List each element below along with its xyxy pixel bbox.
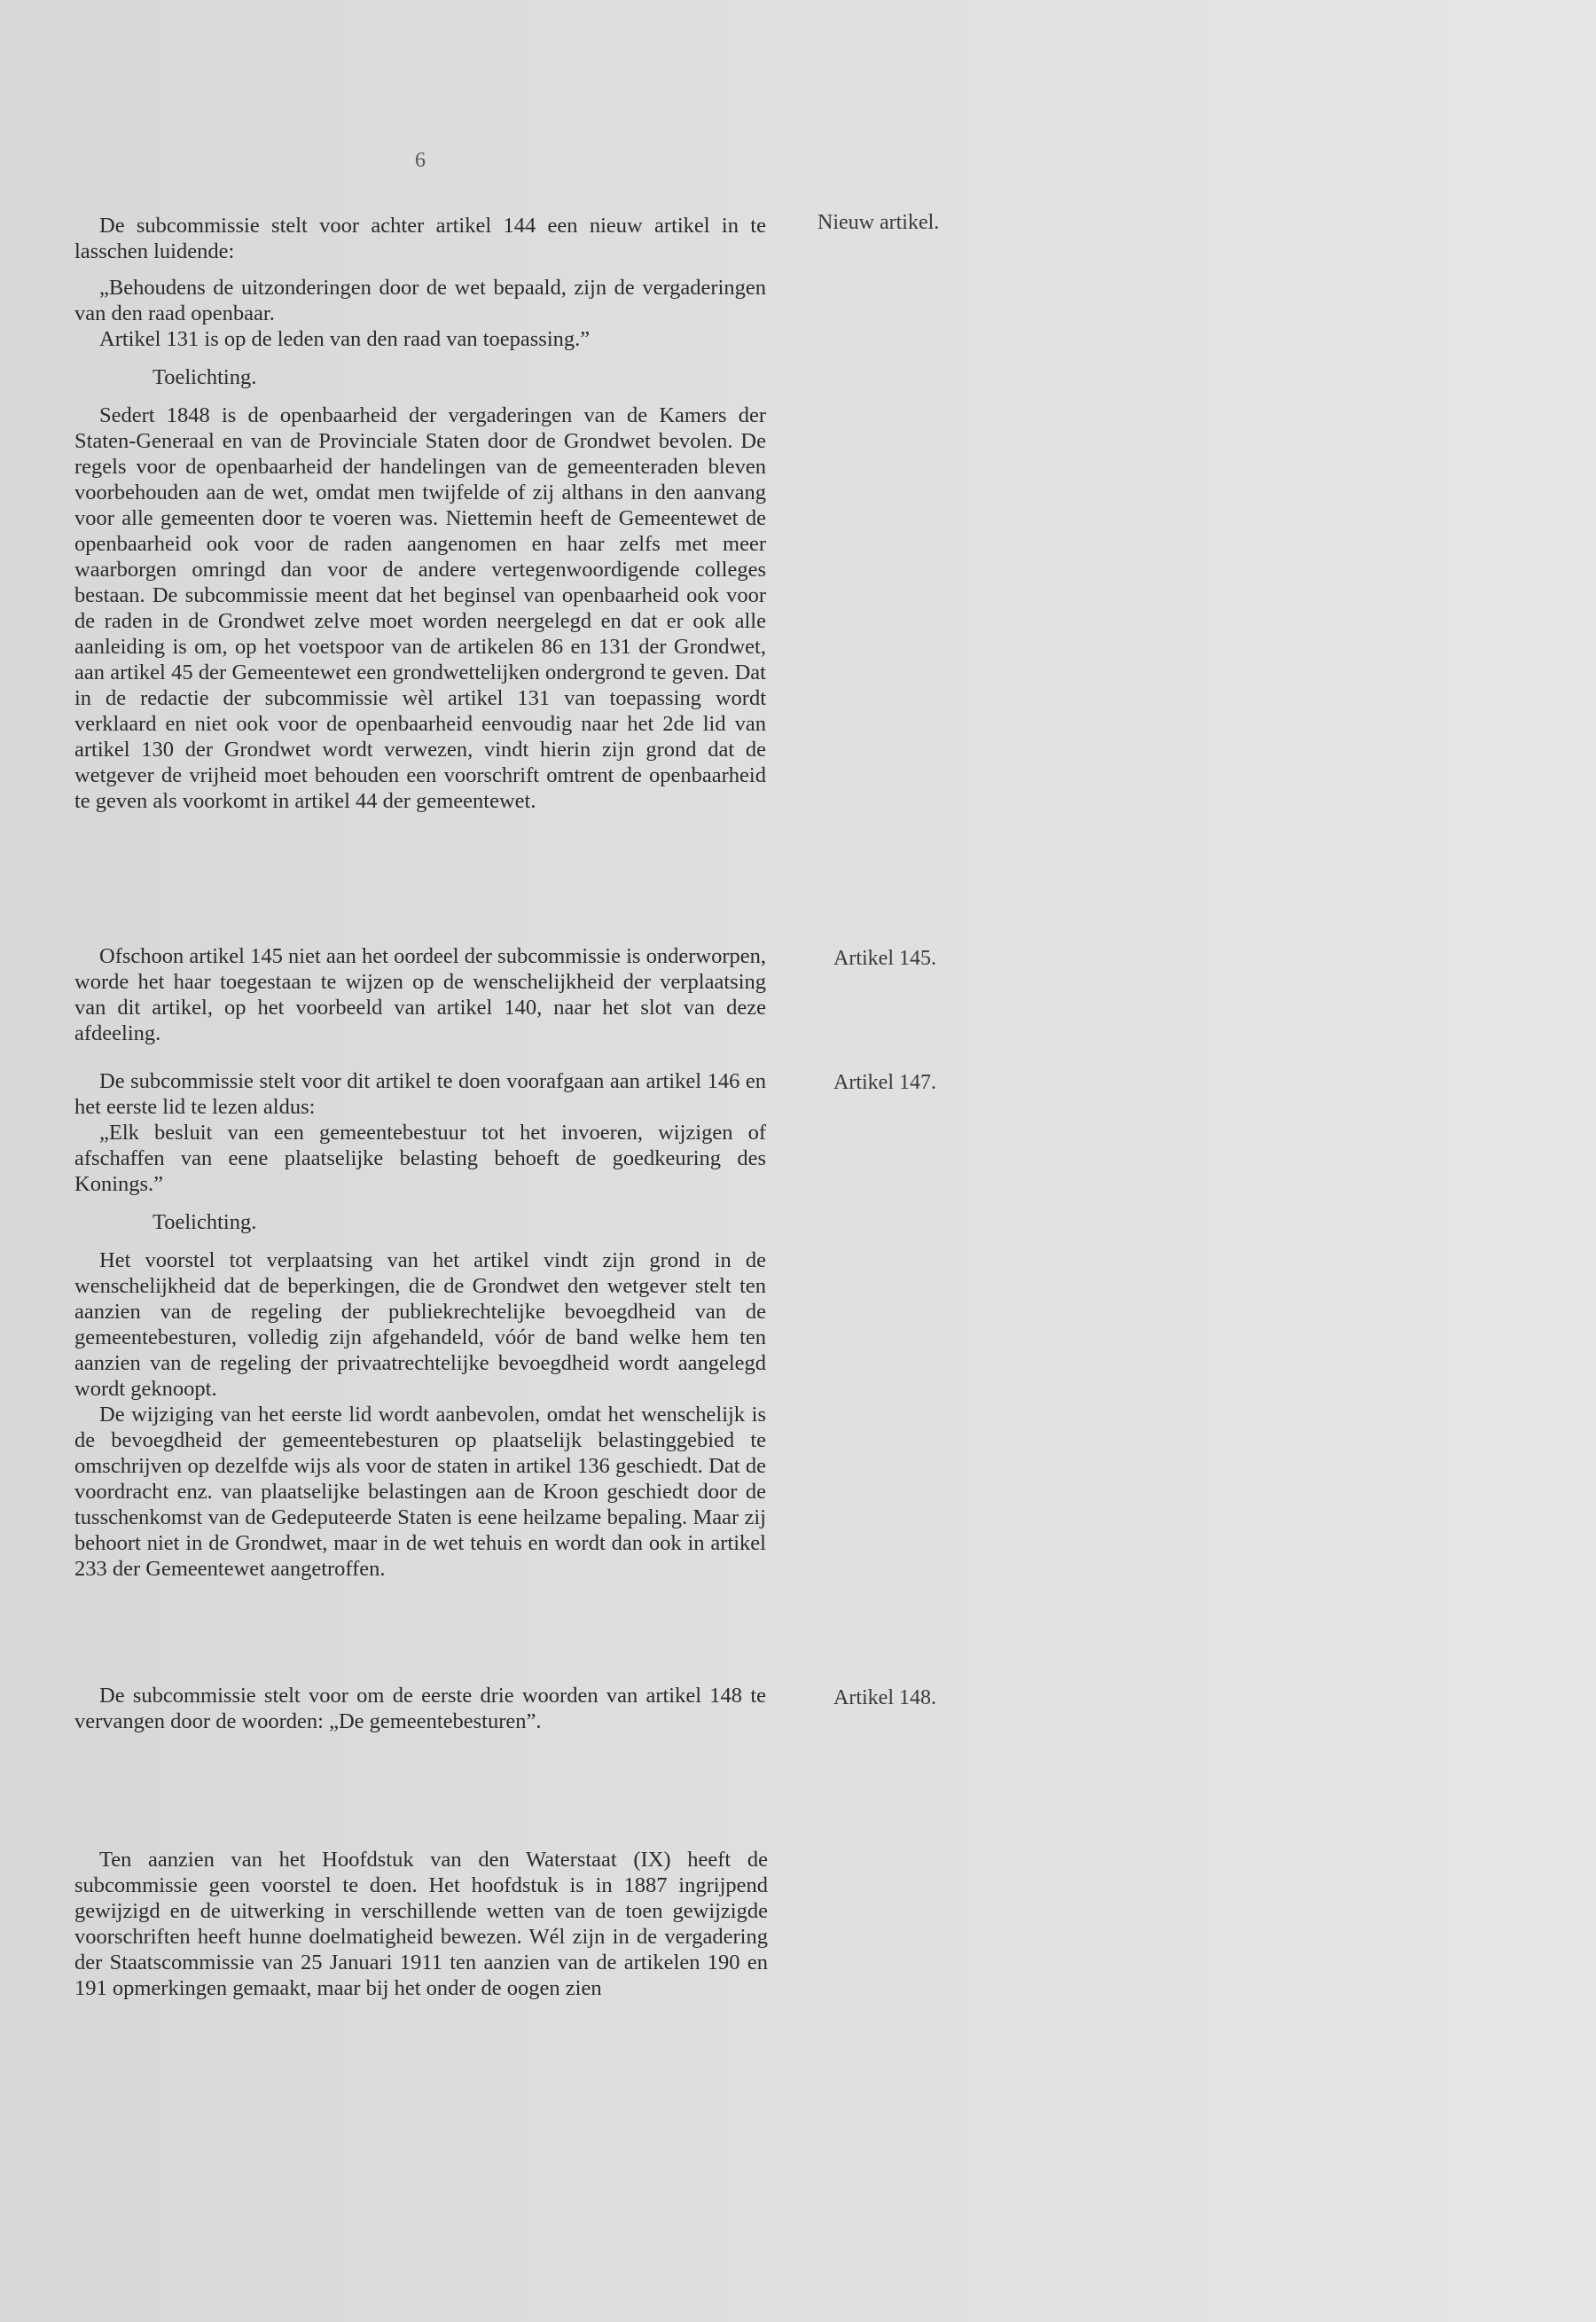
section-heading: Toelichting.: [153, 365, 257, 389]
margin-note-artikel-145: Artikel 145.: [833, 947, 936, 970]
paragraph-intro: De subcommissie stelt voor dit artikel te doen voorafgaan aan artikel 146 en het eerste lid te lezen aldus:: [74, 1069, 766, 1119]
quote-paragraph: „Elk besluit van een gemeentebestuur tot het invoeren, wijzigen of afschaffen van eene plaatselijke belasting behoeft de goedkeuring des Konings.”: [74, 1121, 766, 1196]
paragraph-intro: De subcommissie stelt voor achter artikel 144 een nieuw artikel in te lasschen luidende:: [74, 214, 766, 263]
section-waterstaat: [74, 1847, 768, 2001]
quote-paragraph: „Behoudens de uitzonderingen door de wet bepaald, zijn de vergaderingen van den raad openbaar.: [74, 276, 766, 325]
margin-note-artikel-148: Artikel 148.: [833, 1686, 936, 1709]
section-heading: Toelichting.: [153, 1210, 257, 1234]
section-artikel-147: [74, 1068, 766, 1582]
paragraph-body: De wijziging van het eerste lid wordt aanbevolen, omdat het wenschelijk is de bevoegdheid der gemeentebesturen op plaatselijk belastinggebied te omschrijven op dezelfde wijs als voor de staten in artikel 136 geschiedt. Dat de voordracht enz. van plaatselijke belastingen aan de Kroon geschiedt door de tusschenkomst van de Gedeputeerde Staten is eene heilzame bepaling. Maar zij behoort niet in de Grondwet, maar in de wet tehuis en wordt dan ook in artikel 233 der Gemeentewet aangetroffen.: [74, 1403, 766, 1581]
section-nieuw-artikel: [74, 213, 766, 814]
paragraph-body: De subcommissie stelt voor om de eerste drie woorden van artikel 148 te vervangen door de woorden: „De gemeentebesturen”.: [74, 1684, 766, 1733]
paragraph-body: Sedert 1848 is de openbaarheid der vergaderingen van de Kamers der Staten-Generaal en van de Provinciale Staten door de Grondwet bevolen. De regels voor de openbaarheid der handelingen van de gemeenteraden bleven voorbehouden aan de wet, omdat men twijfelde of zij althans in den aanvang voor alle gemeenten door te voeren was. Niettemin heeft de Gemeentewet de openbaarheid ook voor de raden aangenomen en haar zelfs met meer waarborgen omringd dan voor de andere vertegenwoordigende colleges bestaan. De subcommissie meent dat het beginsel van openbaarheid ook voor de raden in de Grondwet zelve moet worden neergelegd en dat er ook alle aanleiding is om, op het voetspoor van de artikelen 86 en 131 der Grondwet, aan artikel 45 der Gemeentewet een grondwettelijken ondergrond te geven. Dat in de redactie der subcommissie wèl artikel 131 van toepassing wordt verklaard en niet ook voor de openbaarheid eenvoudig naar het 2de lid van artikel 130 der Grondwet wordt verwezen, vindt hierin zijn grond dat de wetgever de vrijheid moet behouden een voorschrift omtrent de openbaarheid te geven als voorkomt in artikel 44 der gemeentewet.: [74, 403, 766, 813]
quote-paragraph: Artikel 131 is op de leden van den raad van toepassing.”: [99, 327, 591, 351]
paragraph-body: Ten aanzien van het Hoofdstuk van den Waterstaat (IX) heeft de subcommissie geen voorstel te doen. Het hoofdstuk is in 1887 ingrijpend gewijzigd en de uitwerking in verschillende wetten van de toen gewijzigde voorschriften heeft hunne doelmatigheid bewezen. Wél zijn in de vergadering der Staatscommissie van 25 Januari 1911 ten aanzien van de artikelen 190 en 191 opmerkingen gemaakt, maar bij het onder de oogen zien: [74, 1848, 768, 2000]
margin-note-nieuw-artikel: Nieuw artikel.: [818, 211, 940, 234]
paragraph-body: Ofschoon artikel 145 niet aan het oordeel der subcommissie is onderworpen, worde het haar toegestaan te wijzen op de wenschelijkheid der verplaatsing van dit artikel, op het voorbeeld van artikel 140, naar het slot van deze afdeeling.: [74, 944, 766, 1045]
section-artikel-145: [74, 943, 766, 1046]
section-artikel-148: [74, 1683, 766, 1734]
page-number: 6: [415, 149, 426, 172]
paragraph-body: Het voorstel tot verplaatsing van het artikel vindt zijn grond in de wenschelijkheid dat de beperkingen, die de Grondwet den wetgever stelt ten aanzien van de regeling der publiekrechtelijke bevoegdheid van de gemeentebesturen, volledig zijn afgehandeld, vóór de band welke hem ten aanzien van de regeling der privaatrechtelijke bevoegdheid wordt aangelegd wordt geknoopt.: [74, 1248, 766, 1401]
margin-note-artikel-147: Artikel 147.: [833, 1071, 936, 1094]
